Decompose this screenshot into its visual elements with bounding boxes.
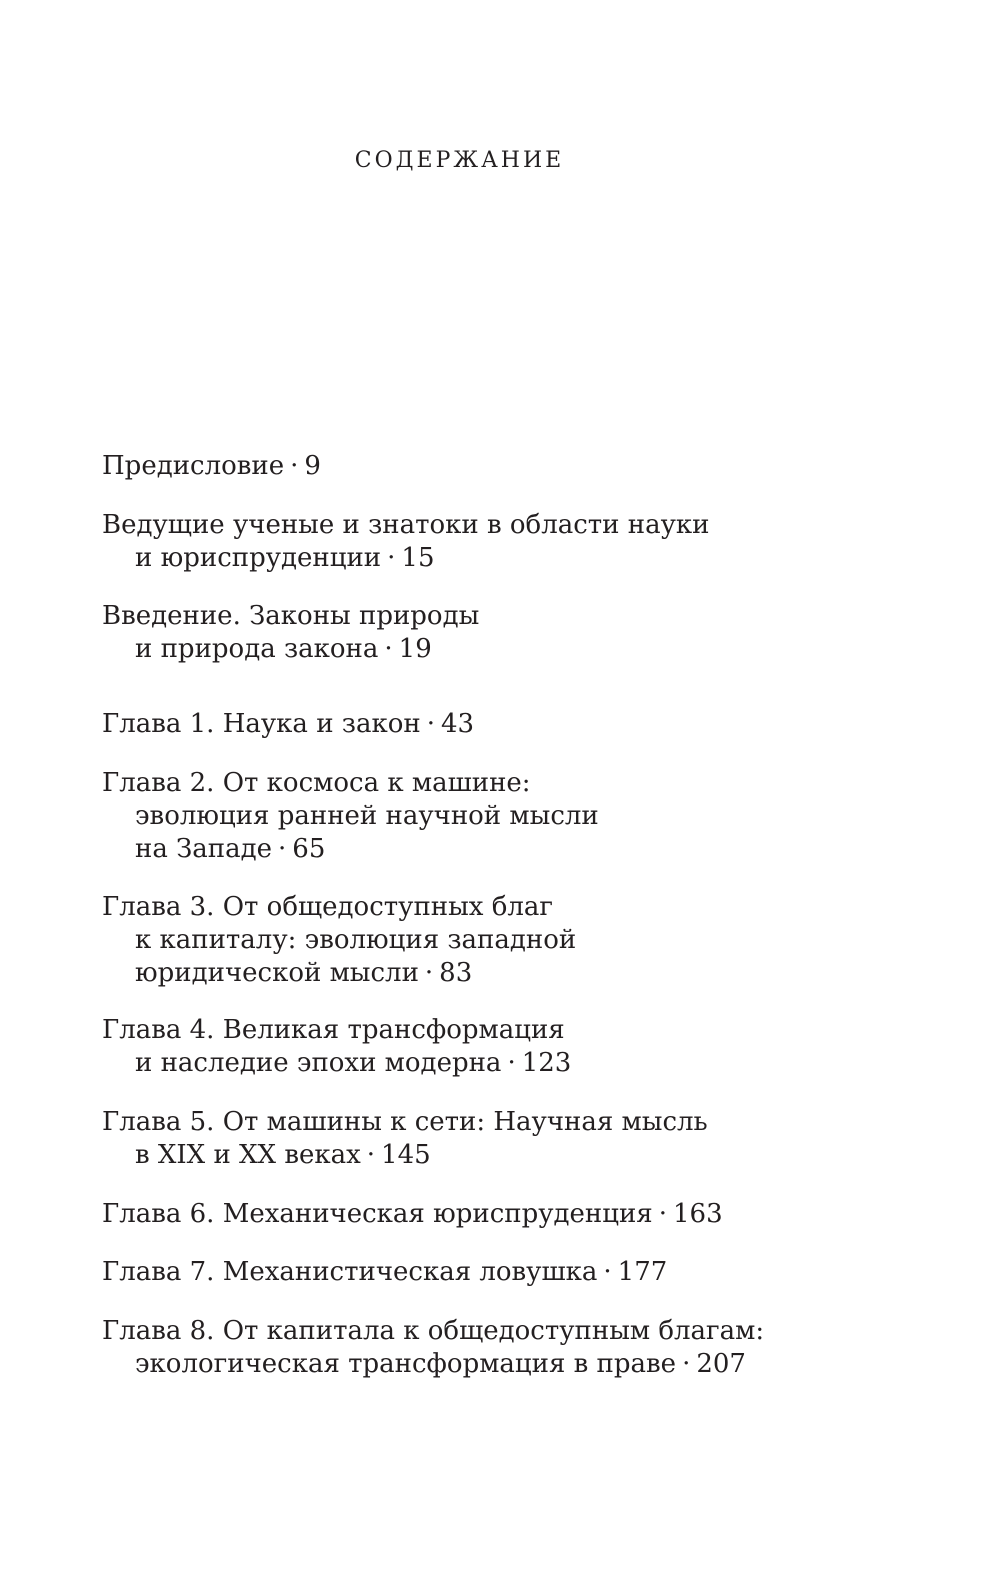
- toc-page-number: 15: [401, 543, 435, 573]
- toc-entry-line: Глава 2. От космоса к машине:: [102, 768, 531, 798]
- toc-separator: ·: [426, 709, 435, 739]
- toc-entry-preface: [102, 450, 862, 483]
- toc-entry-chapter-1: [102, 708, 862, 741]
- toc-entry-line: Предисловие · 9: [102, 451, 321, 481]
- toc-separator: ·: [603, 1257, 612, 1287]
- toc-entry-chapter-5: [102, 1106, 862, 1172]
- toc-entry-line: Глава 3. От общедоступных благ: [102, 892, 554, 922]
- toc-entry-line: Глава 6. Механическая юриспруденция · 163: [102, 1199, 723, 1229]
- toc-entry-line: и природа закона · 19: [135, 634, 432, 664]
- toc-page-number: 177: [617, 1257, 668, 1287]
- toc-entry-chapter-6: [102, 1198, 862, 1231]
- toc-separator: ·: [658, 1199, 667, 1229]
- toc-entry-line: Глава 5. От машины к сети: Научная мысль: [102, 1107, 708, 1137]
- toc-entry-line: Глава 8. От капитала к общедоступным благам:: [102, 1316, 765, 1346]
- toc-entry-chapter-8: [102, 1315, 862, 1381]
- toc-page-number: 43: [440, 709, 475, 739]
- toc-entry-line: Введение. Законы природы: [102, 601, 480, 631]
- toc-entry-chapter-7: [102, 1256, 862, 1289]
- toc-separator: ·: [290, 451, 299, 481]
- toc-entry-line: эволюция ранней научной мысли: [135, 801, 599, 831]
- toc-entry-line: Глава 1. Наука и закон · 43: [102, 709, 475, 739]
- toc-entry-line: экологическая трансформация в праве · 207: [135, 1349, 746, 1379]
- toc-separator: ·: [366, 1140, 376, 1170]
- toc-page-number: 123: [521, 1048, 572, 1078]
- toc-entry-line: и наследие эпохи модерна · 123: [135, 1048, 572, 1078]
- toc-entry-introduction: [102, 600, 862, 666]
- toc-page-number: 163: [672, 1199, 723, 1229]
- toc-entry-scholars: [102, 509, 862, 575]
- toc-entry-line: на Западе · 65: [135, 834, 326, 864]
- toc-page-number: 83: [439, 958, 473, 988]
- toc-page-number: 65: [292, 834, 326, 864]
- toc-page-number: 145: [381, 1140, 431, 1170]
- toc-separator: ·: [507, 1048, 516, 1078]
- toc-page-number: 9: [304, 451, 321, 481]
- toc-separator: ·: [424, 958, 434, 988]
- toc-entry-line: юридической мысли · 83: [135, 958, 473, 988]
- toc-entry-line: в XIX и XX веках · 145: [135, 1140, 431, 1170]
- toc-entry-chapter-2: [102, 767, 862, 866]
- toc-separator: ·: [682, 1349, 691, 1379]
- toc-separator: ·: [387, 543, 396, 573]
- toc-page-number: 207: [696, 1349, 746, 1379]
- toc-separator: ·: [278, 834, 287, 864]
- toc-separator: ·: [384, 634, 393, 664]
- toc-entry-chapter-4: [102, 1014, 862, 1080]
- toc-entry-line: и юриспруденции · 15: [135, 543, 435, 573]
- toc-title: СОДЕРЖАНИЕ: [354, 148, 565, 173]
- toc-entry-line: Глава 7. Механистическая ловушка · 177: [102, 1257, 668, 1287]
- toc-entry-chapter-3: [102, 891, 862, 990]
- toc-entry-line: Глава 4. Великая трансформация: [102, 1015, 565, 1045]
- toc-entry-line: Ведущие ученые и знатоки в области науки: [102, 510, 710, 540]
- toc-page-number: 19: [398, 634, 432, 664]
- toc-entry-line: к капиталу: эволюция западной: [135, 925, 577, 955]
